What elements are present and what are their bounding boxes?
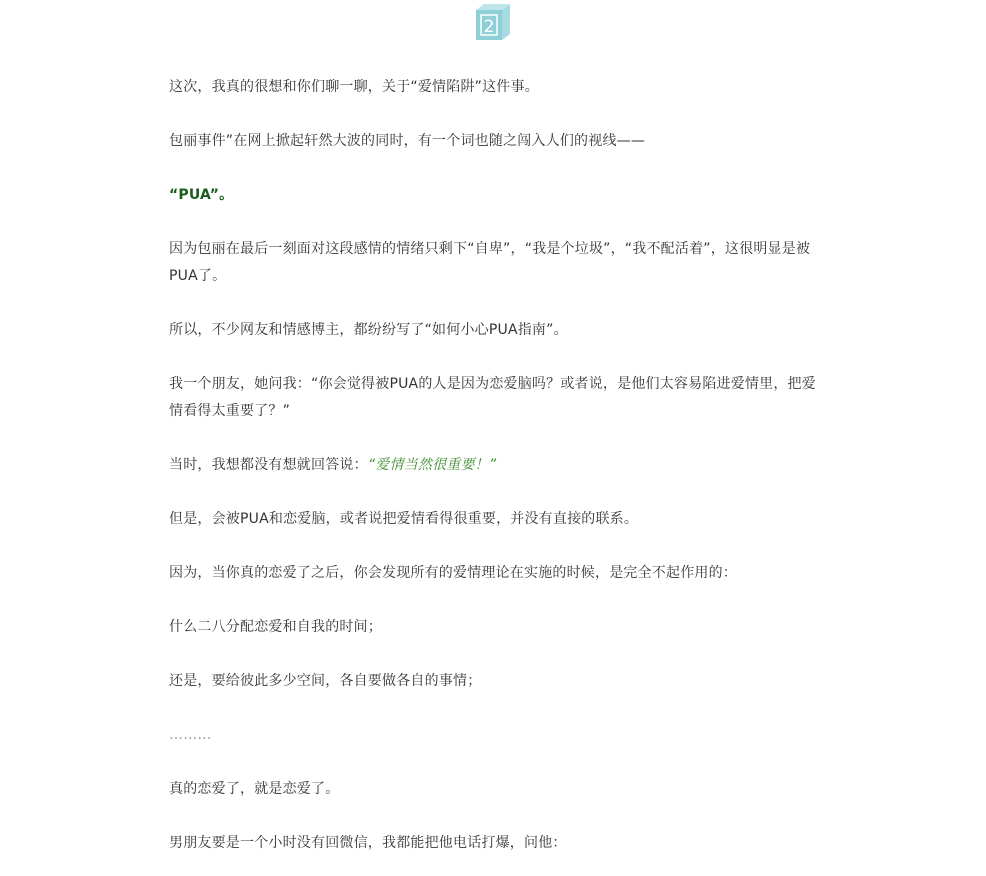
- paragraph-prefix: 当时，我想都没有想就回答说：: [169, 457, 368, 473]
- paragraph: 什么二八分配恋爱和自我的时间；: [169, 619, 382, 635]
- paragraph: 但是，会被PUA和恋爱脑，或者说把爱情看得很重要，并没有直接的联系。: [169, 511, 639, 527]
- paragraph: 包丽事件”在网上掀起轩然大波的同时，有一个词也随之闯入人们的视线——: [169, 133, 646, 149]
- paragraph: 男朋友要是一个小时没有回微信，我都能把他电话打爆，问他：: [169, 835, 567, 851]
- cube-number-icon: [472, 2, 514, 42]
- paragraph: 真的恋爱了，就是恋爱了。: [169, 781, 340, 797]
- pua-highlight: “PUA”。: [169, 187, 234, 203]
- paragraph: 我一个朋友，她问我：“你会觉得被PUA的人是因为恋爱脑吗？或者说，是他们太容易陷进爱情里，把爱情看得太重要了？”: [169, 376, 816, 419]
- section-number-badge: [472, 2, 514, 42]
- green-quote: “爱情当然很重要！”: [367, 457, 497, 473]
- paragraph: 这次，我真的很想和你们聊一聊，关于“爱情陷阱”这件事。: [169, 79, 539, 95]
- section-number: 2: [483, 17, 495, 37]
- paragraph: 还是，要给彼此多少空间，各自要做各自的事情；: [169, 673, 482, 689]
- ellipsis-paragraph: ………: [169, 727, 212, 743]
- paragraph: [169, 452, 829, 479]
- paragraph: 因为包丽在最后一刻面对这段感情的情绪只剩下“自卑”，“我是个垃圾”，“我不配活着”，这很明显是被PUA了。: [169, 241, 811, 284]
- paragraph: 所以，不少网友和情感博主，都纷纷写了“如何小心PUA指南”。: [169, 322, 568, 338]
- paragraph: 因为，当你真的恋爱了之后，你会发现所有的爱情理论在实施的时候，是完全不起作用的：: [169, 565, 737, 581]
